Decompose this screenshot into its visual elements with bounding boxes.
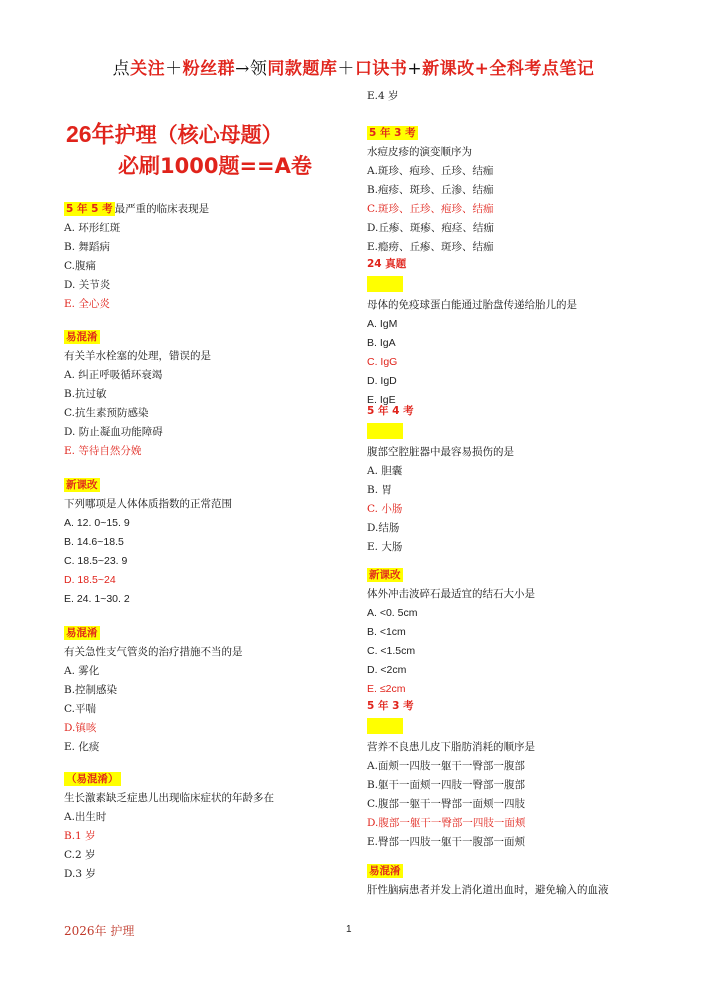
option-answer: D.腹部一躯干一臀部一四肢一面颊 bbox=[367, 817, 526, 829]
option: C.2 岁 bbox=[64, 849, 96, 861]
option: D.3 岁 bbox=[64, 868, 96, 880]
option: A.出生时 bbox=[64, 811, 107, 823]
banner-part: 同款题库 bbox=[267, 59, 338, 79]
banner-part: 口诀书 bbox=[354, 59, 408, 79]
option-answer: C. IgG bbox=[367, 356, 398, 368]
option: E.4 岁 bbox=[367, 90, 399, 102]
question-tag: 新课改 bbox=[66, 479, 98, 491]
option-answer: E. ≤2cm bbox=[367, 683, 406, 695]
question-stem: 体外冲击波碎石最适宜的结石大小是 bbox=[367, 588, 535, 600]
question-tag: （易混淆） bbox=[66, 773, 119, 785]
banner-part: 新课改+全科考点笔记 bbox=[422, 59, 595, 79]
option: E. 大肠 bbox=[367, 541, 403, 553]
page-title-line2: 必刷1000题==A卷 bbox=[118, 154, 312, 178]
title-number: 26年 bbox=[66, 121, 115, 147]
option: E. 24. 1~30. 2 bbox=[64, 593, 130, 605]
option-answer: C.斑珍、丘珍、疱珍、结痂 bbox=[367, 203, 494, 215]
option-answer: E. 等待自然分娩 bbox=[64, 445, 142, 457]
option: B. IgA bbox=[367, 337, 396, 349]
question-block bbox=[64, 624, 344, 757]
question-stem: 营养不良患儿皮下脂肪消耗的顺序是 bbox=[367, 741, 535, 753]
option: A. 环形红斑 bbox=[64, 222, 121, 234]
option: E.瘾痨、丘瘆、斑珍、结痂 bbox=[367, 241, 494, 253]
option: E. IgE bbox=[367, 394, 396, 406]
question-stem: 有关羊水栓塞的处理，错误的是 bbox=[64, 350, 211, 362]
question-tag: 5 年 3 考 bbox=[367, 700, 414, 712]
option-answer: E. 全心炎 bbox=[64, 298, 110, 310]
question-block bbox=[64, 200, 344, 314]
option: A. 纠正呼吸循环衰竭 bbox=[64, 369, 163, 381]
option: E.臀部一四肢一躯干一腹部一面颊 bbox=[367, 836, 526, 848]
question-block bbox=[64, 770, 344, 884]
option: B. 舞蹈病 bbox=[64, 241, 110, 253]
banner-part: ＋ bbox=[337, 59, 355, 79]
question-stem: 生长激素缺乏症患儿出现临床症状的年龄多在 bbox=[64, 792, 274, 804]
question-tag: 易混淆 bbox=[369, 865, 401, 877]
question-tag: 5 年 4 考 bbox=[367, 405, 414, 417]
option: A. 雾化 bbox=[64, 665, 100, 677]
banner-part: →领 bbox=[235, 59, 268, 79]
option: D.丘瘆、斑瘆、疱痉、结痂 bbox=[367, 222, 494, 234]
question-block bbox=[64, 328, 344, 461]
option: A.面颊一四肢一躯干一臀部一腹部 bbox=[367, 760, 525, 772]
banner-part: + bbox=[407, 59, 423, 79]
option: D.结肠 bbox=[367, 522, 400, 534]
option: E. 化痰 bbox=[64, 741, 100, 753]
page-number: 1 bbox=[346, 924, 352, 935]
question-tag: 新课改 bbox=[369, 569, 401, 581]
question-stem: 母体的免疫球蛋白能通过胎盘传递给胎儿的是 bbox=[367, 299, 577, 311]
highlight-mark bbox=[367, 718, 403, 734]
question-stem: 有关急性支气管炎的治疗措施不当的是 bbox=[64, 646, 243, 658]
option: B.躯干一面颊一四肢一臀部一腹部 bbox=[367, 779, 526, 791]
question-block bbox=[64, 476, 344, 609]
question-block bbox=[367, 566, 667, 699]
option: D. 防止凝血功能障碍 bbox=[64, 426, 163, 438]
option: C.腹部一躯干一臀部一面颊一四肢 bbox=[367, 798, 525, 810]
question-stem: 腹部空腔脏器中最容易损伤的是 bbox=[367, 446, 514, 458]
option: A.斑珍、疱珍、丘珍、结痂 bbox=[367, 165, 494, 177]
option: C. 18.5~23. 9 bbox=[64, 555, 128, 567]
option: A. IgM bbox=[367, 318, 398, 330]
question-tag: 24 真题 bbox=[367, 258, 407, 270]
question-stem: 水痘皮疹的演变顺序为 bbox=[367, 146, 472, 158]
option: B.控制感染 bbox=[64, 684, 118, 696]
highlight-mark bbox=[367, 276, 403, 292]
banner-part: 点 bbox=[112, 59, 131, 79]
option: A. <0. 5cm bbox=[367, 607, 418, 619]
option: C.腹痛 bbox=[64, 260, 96, 272]
question-tag: 5 年 3 考 bbox=[369, 127, 416, 139]
option: C.抗生素预防感染 bbox=[64, 407, 149, 419]
option-answer: D. 18.5~24 bbox=[64, 574, 116, 586]
question-tag: 5 年 5 考 bbox=[66, 203, 113, 215]
option: A. 胆囊 bbox=[367, 465, 403, 477]
question-tag: 易混淆 bbox=[66, 331, 98, 343]
question-tag: 易混淆 bbox=[66, 627, 98, 639]
question-block bbox=[367, 697, 667, 852]
banner-part: ＋ bbox=[165, 59, 183, 79]
option: B.抗过敏 bbox=[64, 388, 107, 400]
question-block bbox=[367, 402, 667, 557]
option: B. 14.6~18.5 bbox=[64, 536, 124, 548]
option: D. 关节炎 bbox=[64, 279, 111, 291]
option: D. IgD bbox=[367, 375, 397, 387]
question-stem: 肝性脑病患者并发上消化道出血时，避免输入的血液 bbox=[367, 884, 609, 896]
banner-part: 粉丝群 bbox=[182, 59, 236, 79]
question-continuation bbox=[367, 87, 667, 106]
title-text: 护理（核心母题） bbox=[114, 123, 283, 147]
option: D. <2cm bbox=[367, 664, 407, 676]
option-answer: C. 小肠 bbox=[367, 503, 403, 515]
footer-label: 2026年 护理 bbox=[64, 924, 135, 938]
question-block bbox=[367, 255, 667, 410]
question-block bbox=[367, 862, 667, 900]
option: C. <1.5cm bbox=[367, 645, 416, 657]
option: C.平喘 bbox=[64, 703, 96, 715]
option-answer: B.1 岁 bbox=[64, 830, 96, 842]
question-block bbox=[367, 124, 667, 257]
question-stem: 下列哪项是人体体质指数的正常范围 bbox=[64, 498, 232, 510]
option: B. 胃 bbox=[367, 484, 392, 496]
page-title-line1 bbox=[66, 116, 283, 149]
question-stem: 最严重的临床表现是 bbox=[114, 203, 210, 215]
option: B. <1cm bbox=[367, 626, 406, 638]
highlight-mark bbox=[367, 423, 403, 439]
option-answer: D.镇咳 bbox=[64, 722, 97, 734]
banner-part: 关注 bbox=[130, 59, 166, 79]
option: B.疱疹、斑珍、丘渗、结痂 bbox=[367, 184, 494, 196]
option: A. 12. 0~15. 9 bbox=[64, 517, 130, 529]
header-banner bbox=[0, 54, 707, 79]
